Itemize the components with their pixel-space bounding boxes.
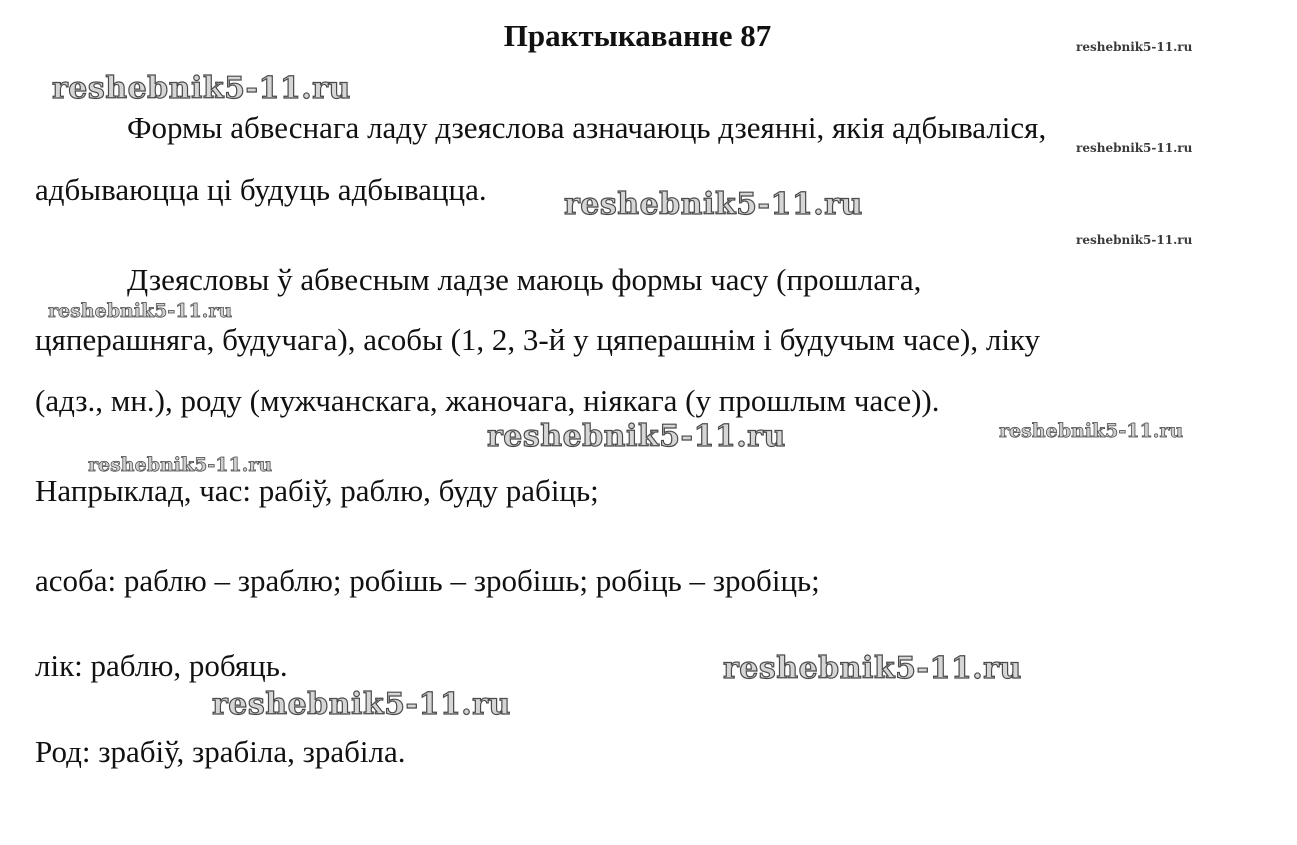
paragraph-line-3: Дзеясловы ў абвесным ладзе маюць формы часу (прошлага,: [127, 262, 922, 297]
watermark: reshebnik5-11.ru: [212, 687, 511, 722]
example-line-number: лік: раблю, робяць.: [35, 648, 288, 683]
example-line-tense: Напрыклад, час: рабіў, раблю, буду рабіць;: [35, 473, 599, 508]
watermark: reshebnik5-11.ru: [52, 71, 351, 106]
watermark: reshebnik5-11.ru: [48, 300, 233, 322]
paragraph-line-5: (адз., мн.), роду (мужчанскага, жаночага, ніякага (у прошлым часе)).: [35, 383, 940, 418]
paragraph-line-4: цяперашняга, будучага), асобы (1, 2, 3-й у цяперашнім і будучым часе), ліку: [35, 322, 1041, 357]
watermark: reshebnik5-11.ru: [1076, 40, 1193, 54]
watermark: reshebnik5-11.ru: [1076, 233, 1193, 247]
example-line-gender: Род: зрабіў, зрабіла, зрабіла.: [35, 734, 406, 769]
watermark: reshebnik5-11.ru: [723, 651, 1022, 686]
page-title: Практыкаванне 87: [503, 18, 772, 53]
watermark: reshebnik5-11.ru: [88, 454, 273, 476]
watermark: reshebnik5-11.ru: [999, 420, 1184, 442]
example-line-person: асоба: раблю – зраблю; робішь – зробішь; робіць – зробіць;: [35, 563, 820, 598]
paragraph-line-1: Формы абвеснага ладу дзеяслова азначаюць дзеянні, якія адбываліся,: [127, 110, 1047, 145]
watermark: reshebnik5-11.ru: [487, 419, 786, 454]
watermark: reshebnik5-11.ru: [1076, 141, 1193, 155]
paragraph-line-2: адбываюцца ці будуць адбывацца.: [35, 172, 487, 207]
watermark: reshebnik5-11.ru: [564, 187, 863, 222]
